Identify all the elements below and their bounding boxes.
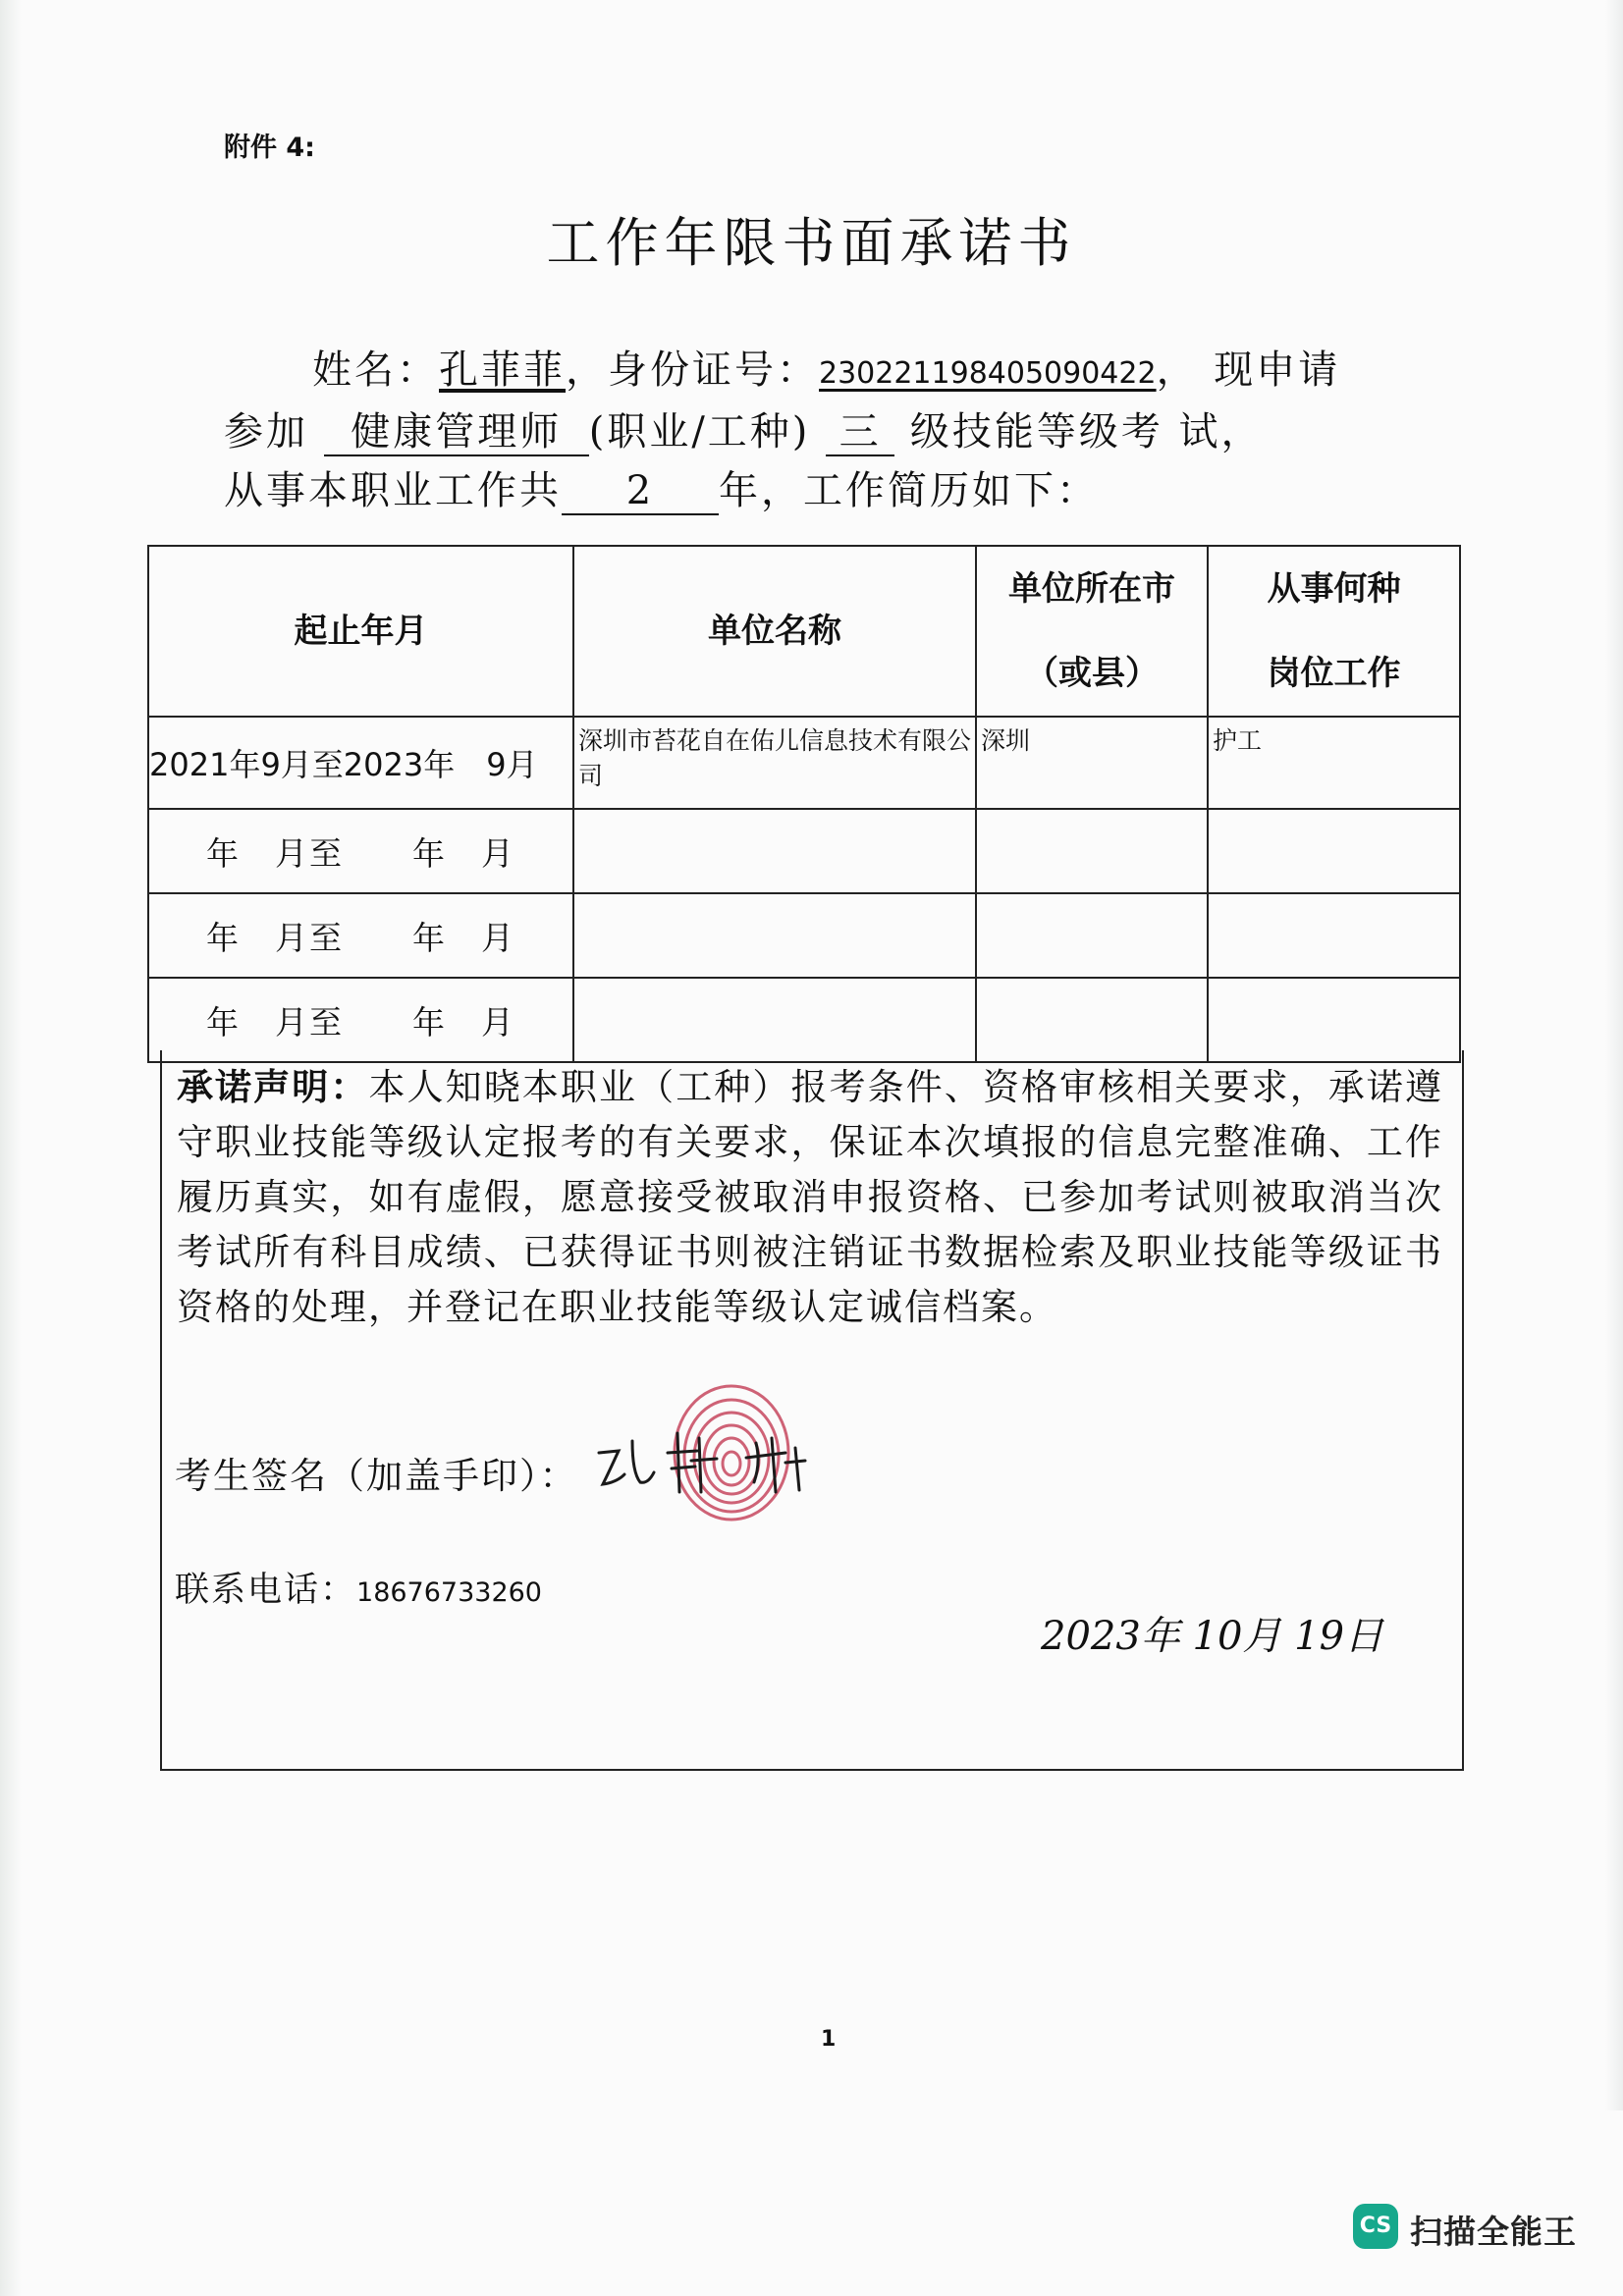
phone-line — [175, 1563, 542, 1612]
attachment-label: 附件 4: — [224, 133, 315, 163]
phone-label: 联系电话： — [175, 1571, 357, 1610]
header-position — [1208, 546, 1460, 717]
years-field: 2 — [562, 468, 719, 515]
signature-label: 考生签名（加盖手印）： — [175, 1455, 578, 1497]
row-position — [1208, 893, 1460, 978]
years-suffix: 年，工作简历如下： — [719, 468, 1099, 513]
document-title: 工作年限书面承诺书 — [546, 212, 1077, 274]
row-period: 年 月至 年 月 — [148, 978, 573, 1062]
intro-line-1 — [312, 339, 1340, 395]
scan-edge-right — [1605, 0, 1623, 2110]
camscanner-watermark: 扫描全能王 — [1410, 2213, 1577, 2251]
header-position-line2: 岗位工作 — [1267, 654, 1401, 693]
work-history-table — [147, 545, 1461, 1063]
handwritten-date: 2023年 10月 19日 — [1041, 1614, 1384, 1659]
header-city-line1: 单位所在市 — [1008, 569, 1175, 609]
row-company — [573, 809, 976, 893]
header-city-line2: （或县） — [1025, 654, 1159, 693]
pledge-box — [160, 1050, 1464, 1771]
scan-edge-left — [0, 0, 22, 2296]
phone-number: 18676733260 — [356, 1577, 542, 1608]
row-period: 年 月至 年 月 — [148, 809, 573, 893]
row-period: 年 月至 年 月 — [148, 893, 573, 978]
row-city — [976, 893, 1208, 978]
id-label: ，身份证号： — [566, 347, 819, 393]
header-period: 起止年月 — [148, 546, 573, 717]
level-suffix: 级技能等级考 试， — [909, 409, 1264, 454]
table-row — [148, 893, 1460, 978]
header-company: 单位名称 — [573, 546, 976, 717]
join-label: 参加 — [224, 409, 308, 454]
id-number: 230221198405090422 — [819, 356, 1157, 391]
years-prefix: 从事本职业工作共 — [224, 468, 562, 513]
occupation-suffix: (职业/工种) — [588, 409, 811, 454]
name-label: 姓名： — [312, 347, 439, 393]
table-header-row — [148, 546, 1460, 717]
row-company — [573, 893, 976, 978]
row-city: 深圳 — [976, 717, 1208, 809]
header-position-line1: 从事何种 — [1267, 569, 1401, 609]
handwritten-signature — [589, 1414, 835, 1502]
row-position — [1208, 809, 1460, 893]
row-company: 深圳市苔花自在佑儿信息技术有限公司 — [573, 717, 976, 809]
intro-line-3 — [224, 459, 1099, 515]
level-field: 三 — [826, 409, 894, 456]
pledge-statement — [177, 1060, 1443, 1335]
camscanner-logo-icon: CS — [1353, 2204, 1398, 2249]
occupation-field: 健康管理师 — [324, 409, 589, 456]
applicant-name: 孔菲菲 — [439, 347, 566, 393]
table-row — [148, 809, 1460, 893]
row-position: 护工 — [1208, 717, 1460, 809]
page-number: 1 — [821, 2027, 837, 2052]
apply-text: ， 现申请 — [1156, 347, 1341, 393]
intro-line-2 — [224, 400, 1264, 456]
pledge-heading: 承诺声明： — [177, 1066, 369, 1108]
header-city — [976, 546, 1208, 717]
row-period: 2021年9月至2023年 9月 — [148, 717, 573, 809]
table-row — [148, 717, 1460, 809]
row-city — [976, 809, 1208, 893]
pledge-body: 本人知晓本职业（工种）报考条件、资格审核相关要求，承诺遵守职业技能等级认定报考的有关要求，保证本次填报的信息完整准确、工作履历真实，如有虚假，愿意接受被取消申报资格、已参加考试则被取消当次考试所有科目成绩、已获得证书则被注销证书数据检索及职业技能等级证书资格的处理，并登记在职业技能等级认定诚信档案。 — [177, 1066, 1443, 1328]
